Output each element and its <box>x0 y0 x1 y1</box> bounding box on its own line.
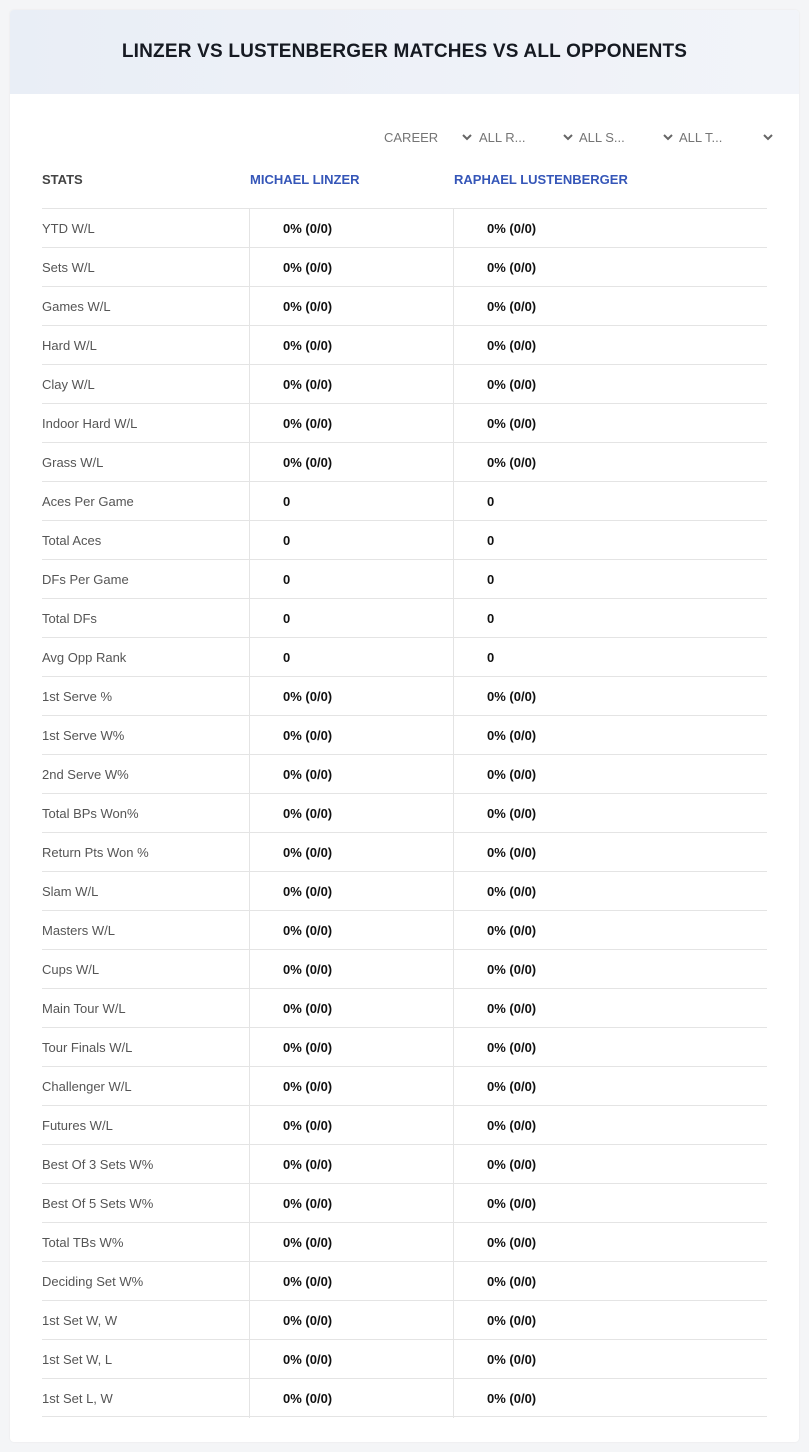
player1-value: 0% (0/0) <box>249 1379 453 1418</box>
player2-value: 0% (0/0) <box>453 1106 767 1145</box>
player1-value: 0% (0/0) <box>249 1106 453 1145</box>
player1-value: 0 <box>249 599 453 638</box>
stat-label: Aces Per Game <box>42 494 134 509</box>
table-row <box>42 247 767 286</box>
player2-value: 0% (0/0) <box>453 833 767 872</box>
stat-label: Total BPs Won% <box>42 806 139 821</box>
stat-label: Hard W/L <box>42 338 97 353</box>
stat-label: YTD W/L <box>42 221 95 236</box>
player2-value: 0% (0/0) <box>453 872 767 911</box>
player1-value: 0% (0/0) <box>249 755 453 794</box>
filter-label: ALL S... <box>579 129 625 145</box>
stat-label: Total TBs W% <box>42 1235 124 1250</box>
stat-label: Main Tour W/L <box>42 1001 126 1016</box>
table-row <box>42 1027 767 1066</box>
table-row <box>42 403 767 442</box>
table-row <box>42 1339 767 1378</box>
stats-table <box>42 208 767 1417</box>
table-row <box>42 793 767 832</box>
table-row <box>42 754 767 793</box>
table-row <box>42 1183 767 1222</box>
player1-value: 0% (0/0) <box>249 287 453 326</box>
stat-label: Grass W/L <box>42 455 104 470</box>
stat-label: Return Pts Won % <box>42 845 149 860</box>
chevron-down-icon <box>761 130 775 144</box>
player2-value: 0 <box>453 599 767 638</box>
stat-label: Challenger W/L <box>42 1079 132 1094</box>
table-row <box>42 1378 767 1417</box>
table-row <box>42 442 767 481</box>
table-row <box>42 832 767 871</box>
table-row <box>42 676 767 715</box>
filter-label: ALL R... <box>479 129 526 145</box>
player2-value: 0 <box>453 560 767 599</box>
stat-label: 1st Set W, W <box>42 1313 118 1328</box>
player2-value: 0% (0/0) <box>453 209 767 248</box>
table-row <box>42 286 767 325</box>
player2-value: 0% (0/0) <box>453 404 767 443</box>
chevron-down-icon <box>561 130 575 144</box>
stat-label: Sets W/L <box>42 260 95 275</box>
player1-value: 0% (0/0) <box>249 1340 453 1379</box>
table-row <box>42 481 767 520</box>
player2-value: 0% (0/0) <box>453 248 767 287</box>
player1-value: 0 <box>249 521 453 560</box>
filter-label: ALL T... <box>679 129 723 145</box>
card-header <box>10 10 799 94</box>
filter-bar <box>374 126 770 148</box>
stat-label: DFs Per Game <box>42 572 129 587</box>
table-row <box>42 637 767 676</box>
player2-value: 0% (0/0) <box>453 1145 767 1184</box>
player1-value: 0% (0/0) <box>249 365 453 404</box>
player1-value: 0% (0/0) <box>249 833 453 872</box>
page-title: LINZER VS LUSTENBERGER MATCHES VS ALL OPPONENTS <box>121 41 688 62</box>
player1-value: 0% (0/0) <box>249 950 453 989</box>
player1-value: 0% (0/0) <box>249 248 453 287</box>
player1-value: 0% (0/0) <box>249 794 453 833</box>
player1-value: 0% (0/0) <box>249 911 453 950</box>
player1-value: 0% (0/0) <box>249 1028 453 1067</box>
player2-value: 0% (0/0) <box>453 950 767 989</box>
player1-value: 0 <box>249 638 453 677</box>
stat-label: Clay W/L <box>42 377 95 392</box>
player2-value: 0% (0/0) <box>453 365 767 404</box>
player2-value: 0% (0/0) <box>453 1262 767 1301</box>
filter-round-select[interactable] <box>479 126 575 148</box>
player2-value: 0% (0/0) <box>453 755 767 794</box>
player1-value: 0% (0/0) <box>249 326 453 365</box>
player2-value: 0% (0/0) <box>453 1340 767 1379</box>
player1-link[interactable]: MICHAEL LINZER <box>250 172 360 187</box>
table-row <box>42 910 767 949</box>
stat-label: Games W/L <box>42 299 111 314</box>
player1-value: 0% (0/0) <box>249 716 453 755</box>
stat-label: Futures W/L <box>42 1118 113 1133</box>
stat-label: Total DFs <box>42 611 97 626</box>
player2-value: 0% (0/0) <box>453 989 767 1028</box>
player2-value: 0% (0/0) <box>453 287 767 326</box>
player2-value: 0 <box>453 638 767 677</box>
player2-value: 0% (0/0) <box>453 716 767 755</box>
filter-label: CAREER <box>384 129 439 145</box>
filter-tournament-select[interactable] <box>679 126 775 148</box>
player2-value: 0% (0/0) <box>453 794 767 833</box>
player1-value: 0 <box>249 560 453 599</box>
table-row <box>42 1300 767 1339</box>
table-row <box>42 988 767 1027</box>
player1-value: 0% (0/0) <box>249 443 453 482</box>
player2-value: 0% (0/0) <box>453 1184 767 1223</box>
stat-label: Masters W/L <box>42 923 115 938</box>
stat-label: 1st Serve % <box>42 689 113 704</box>
chevron-down-icon <box>661 130 675 144</box>
stat-label: 1st Set W, L <box>42 1352 113 1367</box>
player1-value: 0 <box>249 482 453 521</box>
stat-label: Best Of 3 Sets W% <box>42 1157 154 1172</box>
stat-label: 1st Serve W% <box>42 728 125 743</box>
table-row <box>42 364 767 403</box>
player2-value: 0 <box>453 521 767 560</box>
player1-value: 0% (0/0) <box>249 1262 453 1301</box>
stat-label: Best Of 5 Sets W% <box>42 1196 154 1211</box>
filter-surface-select[interactable] <box>579 126 675 148</box>
player1-value: 0% (0/0) <box>249 209 453 248</box>
player1-value: 0% (0/0) <box>249 1301 453 1340</box>
player2-link[interactable]: RAPHAEL LUSTENBERGER <box>454 172 628 187</box>
table-header <box>42 170 767 208</box>
player2-value: 0% (0/0) <box>453 443 767 482</box>
table-row <box>42 871 767 910</box>
stat-label: Total Aces <box>42 533 102 548</box>
table-row <box>42 598 767 637</box>
player2-value: 0% (0/0) <box>453 1028 767 1067</box>
stat-label: Tour Finals W/L <box>42 1040 133 1055</box>
table-row <box>42 1105 767 1144</box>
stat-label: Deciding Set W% <box>42 1274 144 1289</box>
table-row <box>42 949 767 988</box>
table-row <box>42 559 767 598</box>
table-row <box>42 1222 767 1261</box>
player1-value: 0% (0/0) <box>249 1223 453 1262</box>
player2-value: 0% (0/0) <box>453 911 767 950</box>
table-row <box>42 208 767 247</box>
table-row <box>42 325 767 364</box>
stat-label: Avg Opp Rank <box>42 650 127 665</box>
chevron-down-icon <box>460 130 474 144</box>
table-row <box>42 520 767 559</box>
player2-value: 0% (0/0) <box>453 1301 767 1340</box>
player2-value: 0 <box>453 482 767 521</box>
player2-value: 0% (0/0) <box>453 1379 767 1418</box>
player2-value: 0% (0/0) <box>453 1223 767 1262</box>
stat-label: Indoor Hard W/L <box>42 416 138 431</box>
player1-value: 0% (0/0) <box>249 872 453 911</box>
stats-column-header: STATS <box>42 172 83 187</box>
player1-value: 0% (0/0) <box>249 1184 453 1223</box>
filter-career-select[interactable] <box>384 126 474 148</box>
stats-card <box>10 10 799 1442</box>
player2-value: 0% (0/0) <box>453 1067 767 1106</box>
table-row <box>42 1261 767 1300</box>
player1-value: 0% (0/0) <box>249 1145 453 1184</box>
stat-label: 2nd Serve W% <box>42 767 129 782</box>
table-row <box>42 715 767 754</box>
table-row <box>42 1066 767 1105</box>
stat-label: Slam W/L <box>42 884 99 899</box>
player2-value: 0% (0/0) <box>453 326 767 365</box>
player2-value: 0% (0/0) <box>453 677 767 716</box>
stat-label: Cups W/L <box>42 962 100 977</box>
player1-value: 0% (0/0) <box>249 677 453 716</box>
player1-value: 0% (0/0) <box>249 404 453 443</box>
player1-value: 0% (0/0) <box>249 989 453 1028</box>
stat-label: 1st Set L, W <box>42 1391 113 1406</box>
table-row <box>42 1144 767 1183</box>
player1-value: 0% (0/0) <box>249 1067 453 1106</box>
